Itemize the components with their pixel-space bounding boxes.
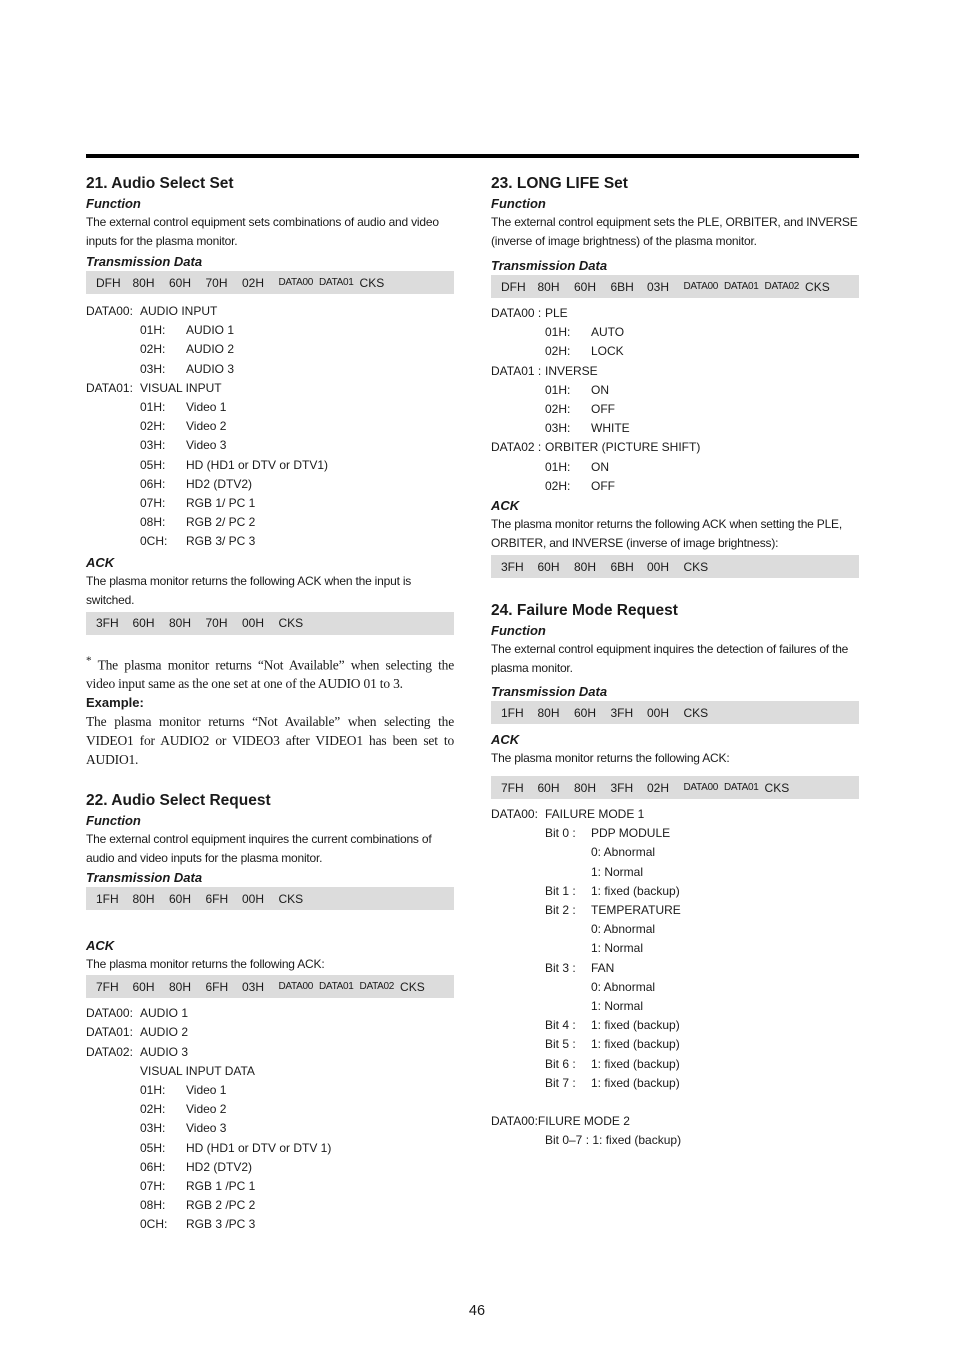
code: 03H: xyxy=(545,421,571,436)
code: Bit 4 : xyxy=(545,1018,576,1033)
data-line xyxy=(491,805,859,824)
code: 06H: xyxy=(140,476,166,491)
code: 02H: xyxy=(140,419,166,434)
data-item xyxy=(86,475,454,494)
value: INVERSE xyxy=(545,363,598,378)
code: 01H: xyxy=(140,1082,166,1097)
value: RGB 3 /PC 3 xyxy=(186,1217,256,1232)
code xyxy=(545,920,591,939)
byte: 7FH xyxy=(96,979,119,994)
value: Video 1 xyxy=(186,1082,227,1097)
bit-line xyxy=(491,824,859,843)
data-item xyxy=(86,1139,454,1158)
data-lines xyxy=(86,1004,454,1062)
bit-line xyxy=(491,959,859,978)
value: FAN xyxy=(591,960,615,975)
data-item xyxy=(86,1081,454,1100)
code xyxy=(545,939,591,958)
bit-line xyxy=(491,1016,859,1035)
value: VISUAL INPUT DATA xyxy=(140,1063,255,1078)
ack-text: The plasma monitor returns the following ACK: xyxy=(86,957,325,972)
mode2-line xyxy=(491,1112,859,1131)
transmission-bar xyxy=(491,275,859,298)
value: LOCK xyxy=(591,344,624,359)
page-number: 46 xyxy=(468,1303,486,1319)
function-label: Function xyxy=(86,196,141,211)
value: RGB 2/ PC 2 xyxy=(186,515,256,530)
byte: 7FH xyxy=(501,780,524,795)
value: AUDIO 3 xyxy=(186,361,235,376)
byte: 3FH xyxy=(96,616,119,631)
data-item xyxy=(86,494,454,513)
value: TEMPERATURE xyxy=(591,903,681,918)
code: 03H: xyxy=(140,1121,166,1136)
value: 1: fixed (backup) xyxy=(591,1037,680,1052)
code: 02H: xyxy=(140,342,166,357)
byte: 02H xyxy=(647,780,670,795)
code: 01H: xyxy=(140,400,166,415)
value: PLE xyxy=(545,306,568,320)
data-item xyxy=(86,1119,454,1138)
byte: DATA01 xyxy=(319,981,354,993)
code: 03H: xyxy=(140,438,166,453)
data-line xyxy=(86,1004,454,1023)
byte: 80H xyxy=(574,780,597,795)
byte: DATA01 xyxy=(319,277,354,288)
code xyxy=(545,843,591,862)
data-key: DATA01: xyxy=(86,380,133,395)
value: 1: fixed (backup) xyxy=(591,1075,680,1090)
code: 01H: xyxy=(140,323,166,338)
ack-text: The plasma monitor returns the following ACK: xyxy=(491,751,730,766)
bit-line xyxy=(491,939,859,958)
bit-line xyxy=(491,1074,859,1093)
transmission-bar xyxy=(86,271,454,294)
note xyxy=(86,652,454,694)
byte: DATA00 xyxy=(683,782,719,794)
value: RGB 3/ PC 3 xyxy=(186,534,256,549)
byte: 80H xyxy=(169,979,192,994)
code: 05H: xyxy=(140,1140,166,1155)
note-text: The plasma monitor returns “Not Available” when selecting the video input same as the one set at one of the AUDIO 01 to 3. xyxy=(86,657,454,692)
code xyxy=(545,978,591,997)
code: 07H: xyxy=(140,496,166,511)
ack-label: ACK xyxy=(491,498,520,514)
data-line xyxy=(491,362,859,381)
data-item xyxy=(491,342,859,361)
transmission-label: Transmission Data xyxy=(491,258,608,273)
value: Video 1 xyxy=(186,400,227,415)
ack-text: The plasma monitor returns the following ACK when setting the PLE, ORBITER, and INVERSE (inverse of image brightness): xyxy=(491,517,842,551)
function-text: The external control equipment sets the PLE, ORBITER, and INVERSE (inverse of image brightness) of the plasma monitor. xyxy=(491,215,858,248)
byte: DATA00 xyxy=(683,281,719,292)
code: Bit 2 : xyxy=(545,903,576,918)
code: Bit 0 : xyxy=(545,826,576,841)
value: 1: Normal xyxy=(591,864,644,879)
data-item xyxy=(86,417,454,436)
data-line xyxy=(491,304,859,323)
byte: 80H xyxy=(537,705,560,720)
byte: DATA01 xyxy=(724,782,759,794)
byte: 00H xyxy=(647,705,670,720)
value: ON xyxy=(591,382,609,397)
ack-bar xyxy=(491,555,859,578)
byte: 1FH xyxy=(501,705,524,720)
data-value: DATA00:FILURE MODE 2 xyxy=(491,1114,630,1129)
byte: 60H xyxy=(537,780,560,795)
section-23-title: 23. LONG LIFE Set xyxy=(491,175,628,192)
byte: 6BH xyxy=(610,559,634,574)
code: 03H: xyxy=(140,361,166,376)
value: Video 3 xyxy=(186,438,227,453)
byte: 00H xyxy=(647,559,670,574)
value: RGB 1/ PC 1 xyxy=(186,496,256,511)
value: 1: Normal xyxy=(591,941,644,956)
bit-line xyxy=(491,978,859,997)
ack-bar xyxy=(86,612,454,635)
byte: DATA02 xyxy=(764,281,800,292)
code: DATA02 : xyxy=(491,440,542,455)
visual-items xyxy=(86,1081,454,1235)
code: 08H: xyxy=(140,515,166,530)
value: Video 2 xyxy=(186,419,227,434)
bit-list xyxy=(491,824,859,1093)
data-item xyxy=(86,1177,454,1196)
byte: DFH xyxy=(501,279,526,294)
data-value: FAILURE MODE 1 xyxy=(545,807,645,822)
value: ON xyxy=(591,459,609,474)
data-item xyxy=(491,477,859,496)
data-item xyxy=(86,1158,454,1177)
byte: 80H xyxy=(132,891,155,906)
value: AUDIO 3 xyxy=(140,1044,189,1059)
value: Video 2 xyxy=(186,1102,227,1117)
value: HD2 (DTV2) xyxy=(186,476,253,491)
data-item xyxy=(86,1196,454,1215)
ack-bar xyxy=(491,776,859,799)
data-item xyxy=(86,436,454,455)
value: OFF xyxy=(591,478,615,493)
data-item xyxy=(491,323,859,342)
ack-bar xyxy=(86,975,454,998)
code: Bit 6 : xyxy=(545,1056,576,1071)
code: DATA01: xyxy=(86,1025,133,1040)
ack-label: ACK xyxy=(491,732,520,748)
ack-text: The plasma monitor returns the following ACK when the input is switched. xyxy=(86,573,412,607)
top-rule xyxy=(86,154,859,158)
code: 02H: xyxy=(140,1102,166,1117)
data-line xyxy=(86,302,454,321)
value: HD2 (DTV2) xyxy=(186,1159,253,1174)
code: Bit 3 : xyxy=(545,960,576,975)
data-item xyxy=(86,1215,454,1234)
byte: 6FH xyxy=(205,979,229,994)
code: DATA01 : xyxy=(491,363,542,378)
byte: 1FH xyxy=(96,891,119,906)
code xyxy=(545,997,591,1016)
byte: 60H xyxy=(132,616,155,631)
value: 1: fixed (backup) xyxy=(591,1056,680,1071)
note-star: * xyxy=(86,654,92,667)
left-column xyxy=(86,174,454,1235)
data-value: VISUAL INPUT xyxy=(140,380,222,395)
byte: CKS xyxy=(278,616,304,631)
data-item xyxy=(491,381,859,400)
value: 0: Abnormal xyxy=(591,845,656,860)
data-item xyxy=(86,321,454,340)
value: AUDIO 2 xyxy=(140,1025,189,1040)
transmission-label: Transmission Data xyxy=(86,870,203,886)
data00-items xyxy=(86,321,454,379)
data01-items xyxy=(86,398,454,552)
bit-line xyxy=(491,997,859,1016)
data-line xyxy=(86,1043,454,1062)
value: AUDIO 1 xyxy=(140,1006,189,1021)
byte: CKS xyxy=(764,780,790,795)
data-item xyxy=(86,360,454,379)
data-item xyxy=(86,398,454,417)
value: RGB 1 /PC 1 xyxy=(186,1178,256,1193)
transmission-bar xyxy=(491,701,859,724)
ack-label: ACK xyxy=(86,938,115,954)
function-label: Function xyxy=(491,623,546,639)
data-key: DATA00: xyxy=(491,807,538,822)
code: Bit 1 : xyxy=(545,883,576,898)
code: 01H: xyxy=(545,382,571,397)
value: HD (HD1 or DTV or DTV 1) xyxy=(186,1140,332,1155)
example-text: The plasma monitor returns “Not Available” when selecting the VIDEO1 for AUDIO2 or VIDEO3 after VIDEO1 has been set to AUDIO1. xyxy=(86,714,454,768)
value: RGB 2 /PC 2 xyxy=(186,1198,256,1213)
bit-line xyxy=(491,901,859,920)
byte: 02H xyxy=(242,275,265,290)
bit-line xyxy=(491,1055,859,1074)
function-text: The external control equipment inquires the current combinations of audio and video inputs for the plasma monitor. xyxy=(86,832,432,866)
code: 02H: xyxy=(545,344,571,359)
byte: CKS xyxy=(359,275,385,290)
byte: CKS xyxy=(400,979,425,994)
data-line xyxy=(86,1023,454,1042)
transmission-label: Transmission Data xyxy=(491,684,608,700)
byte: 70H xyxy=(205,616,228,631)
code: 02H: xyxy=(545,402,571,417)
transmission-bar xyxy=(86,887,454,910)
function-text: The external control equipment sets combinations of audio and video inputs for the plasma monitor. xyxy=(86,215,439,248)
byte: 00H xyxy=(242,616,265,631)
bit-line xyxy=(491,1035,859,1054)
byte: CKS xyxy=(683,559,709,574)
data-value: Bit 0–7 : 1: fixed (backup) xyxy=(545,1133,682,1148)
data-item xyxy=(491,458,859,477)
value: AUTO xyxy=(591,325,625,340)
byte: 60H xyxy=(169,891,192,906)
data-item xyxy=(86,1100,454,1119)
code xyxy=(545,863,591,882)
byte: CKS xyxy=(683,705,709,720)
code: DATA00 : xyxy=(491,306,542,320)
data-line xyxy=(86,379,454,398)
function-text: The external control equipment inquires the detection of failures of the plasma monitor. xyxy=(491,642,849,676)
data-item xyxy=(491,419,859,438)
code: 01H: xyxy=(545,325,571,340)
byte: 80H xyxy=(537,279,560,294)
byte: 3FH xyxy=(501,559,524,574)
data-key: DATA00: xyxy=(86,304,133,318)
ack-label: ACK xyxy=(86,554,115,570)
byte: 00H xyxy=(242,891,265,906)
byte: DATA00 xyxy=(278,277,314,288)
data-item xyxy=(86,532,454,551)
byte: DATA00 xyxy=(278,981,314,993)
byte: 60H xyxy=(537,559,560,574)
code: 01H: xyxy=(545,459,571,474)
value: WHITE xyxy=(591,421,630,436)
bit-line xyxy=(491,920,859,939)
code: DATA02: xyxy=(86,1044,133,1059)
value: AUDIO 1 xyxy=(186,323,235,338)
value: 1: fixed (backup) xyxy=(591,1018,680,1033)
code: 08H: xyxy=(140,1198,166,1213)
byte: 60H xyxy=(574,279,597,294)
byte: CKS xyxy=(805,279,830,294)
byte: 3FH xyxy=(610,705,634,720)
code: 06H: xyxy=(140,1159,166,1174)
right-column xyxy=(491,174,859,1150)
code: 02H: xyxy=(545,478,571,493)
value: HD (HD1 or DTV or DTV1) xyxy=(186,457,329,472)
value: 1: Normal xyxy=(591,999,644,1014)
section-21-title: 21. Audio Select Set xyxy=(86,175,234,192)
byte: DATA02 xyxy=(359,981,395,993)
byte: 3FH xyxy=(610,780,634,795)
value: OFF xyxy=(591,402,615,417)
bit-line xyxy=(491,882,859,901)
function-label: Function xyxy=(491,196,546,211)
bit-line xyxy=(491,843,859,862)
byte: 03H xyxy=(242,979,265,994)
value: 1: fixed (backup) xyxy=(591,883,680,898)
section-24-title: 24. Failure Mode Request xyxy=(491,602,678,620)
bit-line xyxy=(491,863,859,882)
byte: 70H xyxy=(205,275,228,290)
code: 0CH: xyxy=(140,534,168,549)
function-label: Function xyxy=(86,813,141,829)
data-line xyxy=(491,438,859,457)
data-groups xyxy=(491,304,859,496)
byte: 80H xyxy=(574,559,597,574)
data-item xyxy=(86,456,454,475)
byte: 80H xyxy=(169,616,192,631)
code: 07H: xyxy=(140,1178,166,1193)
byte: DATA01 xyxy=(724,281,759,292)
mode2-bits xyxy=(491,1131,859,1150)
byte: DFH xyxy=(96,275,121,290)
visual-input-label xyxy=(86,1062,454,1081)
value: AUDIO 2 xyxy=(186,342,235,357)
value: Video 3 xyxy=(186,1121,227,1136)
byte: 80H xyxy=(132,275,155,290)
byte: 03H xyxy=(647,279,670,294)
code: DATA00: xyxy=(86,1006,133,1021)
transmission-label: Transmission Data xyxy=(86,254,203,269)
data-item xyxy=(86,340,454,359)
section-22-title: 22. Audio Select Request xyxy=(86,792,271,810)
data-item xyxy=(86,513,454,532)
byte: 60H xyxy=(132,979,155,994)
value: 0: Abnormal xyxy=(591,979,656,994)
code: Bit 5 : xyxy=(545,1037,576,1052)
value: ORBITER (PICTURE SHIFT) xyxy=(545,440,701,455)
value: 0: Abnormal xyxy=(591,922,656,937)
data-value: AUDIO INPUT xyxy=(140,304,218,318)
byte: 6BH xyxy=(610,279,634,294)
byte: 60H xyxy=(169,275,192,290)
data-item xyxy=(491,400,859,419)
byte: 60H xyxy=(574,705,597,720)
byte: CKS xyxy=(278,891,304,906)
code: 05H: xyxy=(140,457,166,472)
code: Bit 7 : xyxy=(545,1075,576,1090)
byte: 6FH xyxy=(205,891,229,906)
code: 0CH: xyxy=(140,1217,168,1232)
example-label: Example: xyxy=(86,695,144,711)
value: PDP MODULE xyxy=(591,826,671,841)
